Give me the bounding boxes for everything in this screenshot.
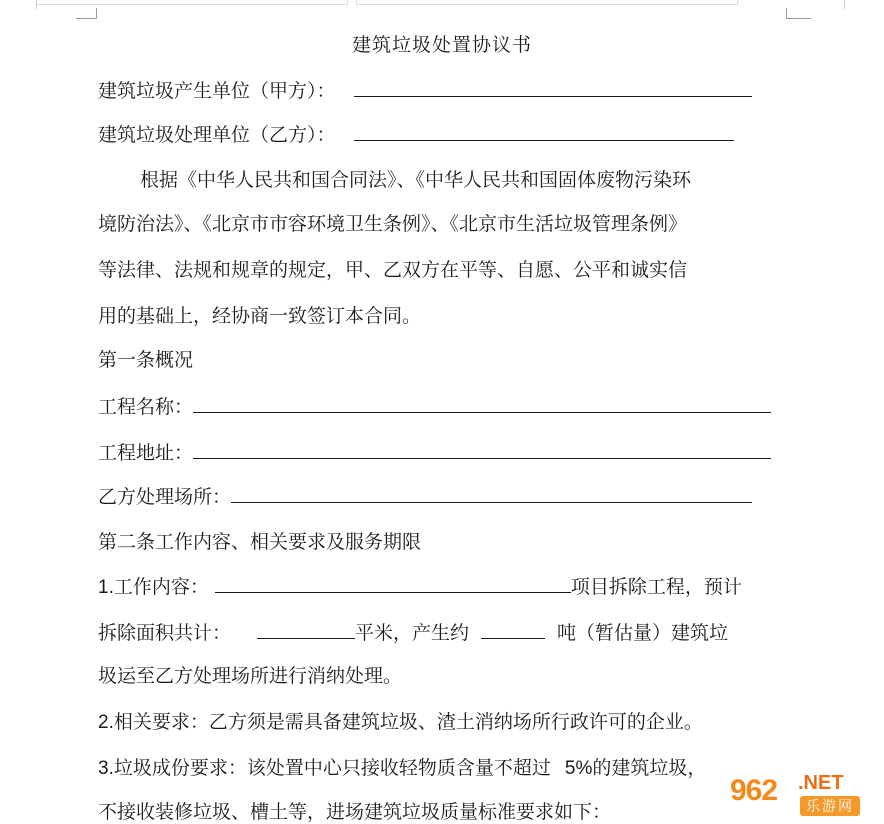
item-3-text-a: 垃圾成份要求：该处置中心只接收轻物质含量不超过	[113, 757, 551, 779]
item-2-line	[98, 710, 703, 735]
watermark-number: 962	[730, 774, 778, 807]
party-b-line	[98, 122, 734, 147]
watermark-cn-label: 乐游网	[800, 796, 860, 816]
tonnage-blank[interactable]	[481, 620, 545, 639]
item-1-text-b: 项目拆除工程，预计	[570, 576, 742, 598]
project-address-blank[interactable]	[193, 440, 771, 459]
document-title: 建筑垃圾处置协议书	[351, 34, 532, 56]
item-2-text: 相关要求：乙方须是需具备建筑垃圾、渣土消纳场所行政许可的企业。	[113, 711, 703, 733]
area-blank[interactable]	[257, 620, 355, 639]
item-1-line-3: 圾运至乙方处理场所进行消纳处理。	[98, 665, 403, 687]
disposal-site-blank[interactable]	[231, 484, 752, 503]
item-3-line-1	[98, 756, 706, 781]
article-2-heading: 第二条工作内容、相关要求及服务期限	[98, 531, 422, 553]
item-3-line-2: 不接收装修垃圾、槽土等，进场建筑垃圾质量标准要求如下：	[98, 801, 612, 823]
project-name-blank[interactable]	[193, 394, 771, 413]
site-watermark	[726, 772, 876, 818]
intro-line-3: 等法律、法规和规章的规定，甲、乙双方在平等、自愿、公平和诚实信	[98, 259, 688, 281]
disposal-site-label: 乙方处理场所：	[98, 486, 232, 508]
item-3-percent: 5%	[564, 758, 593, 779]
item-1-line-1	[98, 574, 742, 600]
work-content-blank[interactable]	[215, 574, 571, 593]
intro-line-4: 用的基础上，经协商一致签订本合同。	[98, 305, 422, 327]
project-address-label: 工程地址：	[98, 442, 194, 464]
item-2-number: 2.	[98, 712, 114, 733]
item-1-number: 1.	[98, 577, 114, 598]
watermark-suffix: .NET	[798, 772, 844, 794]
intro-line-2: 境防治法》、《北京市市容环境卫生条例》、《北京市生活垃圾管理条例》	[98, 213, 688, 235]
intro-line-1: 根据《中华人民共和国合同法》、《中华人民共和国固体废物污染环	[140, 169, 692, 191]
party-a-label: 建筑垃圾产生单位（甲方）：	[98, 80, 336, 102]
demolition-area-label: 拆除面积共计：	[98, 622, 232, 644]
item-1-line-2	[98, 620, 728, 645]
project-name-label: 工程名称：	[98, 396, 194, 418]
item-3-text-b: 的建筑垃圾，	[592, 757, 707, 779]
area-unit-text: 平米，产生约	[355, 622, 470, 644]
tonnage-unit-text: 吨（暂估量）建筑垃	[557, 622, 729, 644]
article-1-heading: 第一条概况	[98, 349, 194, 371]
party-b-blank[interactable]	[354, 122, 734, 141]
party-a-blank[interactable]	[354, 78, 752, 97]
project-name-line	[98, 394, 771, 419]
party-b-label: 建筑垃圾处理单位（乙方）：	[98, 124, 336, 146]
party-a-line	[98, 78, 752, 103]
item-3-number: 3.	[98, 758, 114, 779]
disposal-site-line	[98, 484, 752, 509]
item-1-label: 工作内容：	[113, 576, 209, 598]
project-address-line	[98, 440, 771, 465]
